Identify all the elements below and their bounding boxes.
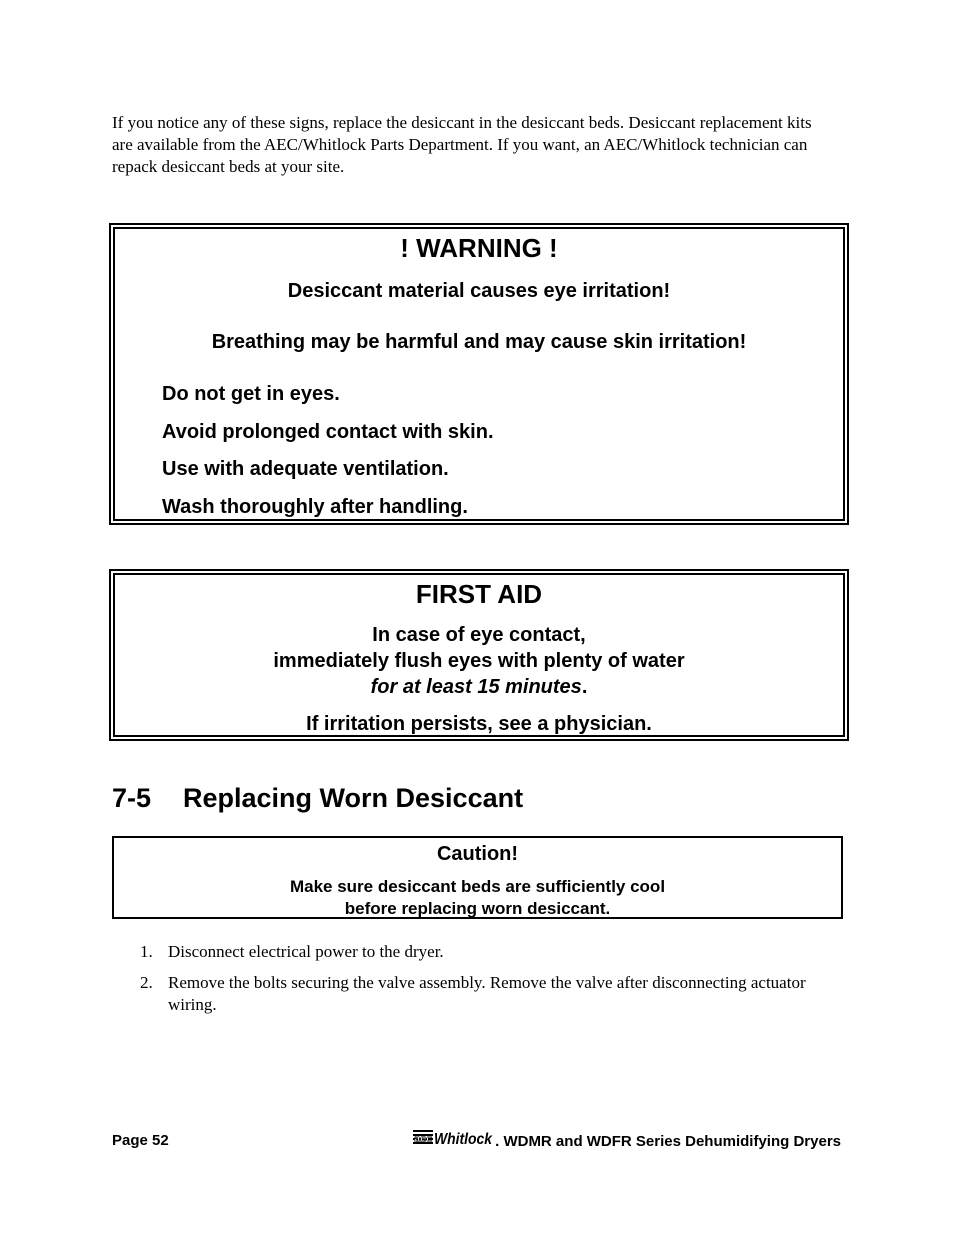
step-text: Remove the bolts securing the valve assembly. Remove the valve after disconnecting actuator wiring.: [168, 973, 806, 1014]
step-number: 1.: [140, 942, 153, 961]
first-aid-duration: [115, 676, 843, 699]
warning-item: Do not get in eyes.: [162, 383, 340, 405]
first-aid-line: immediately flush eyes with plenty of water: [273, 650, 685, 672]
warning-line-eye-irritation: Desiccant material causes eye irritation!: [287, 280, 671, 302]
first-aid-line: In case of eye contact,: [372, 624, 586, 646]
aec-whitlock-logo-icon: [413, 1129, 493, 1147]
list-item: [140, 972, 840, 1016]
caution-line: before replacing worn desiccant.: [344, 899, 611, 918]
list-item: [140, 941, 840, 963]
caution-box: [112, 836, 843, 919]
first-aid-box: [109, 569, 849, 741]
warning-item: Avoid prolonged contact with skin.: [162, 421, 494, 443]
first-aid-title: FIRST AID: [415, 579, 543, 609]
step-number: 2.: [140, 973, 153, 992]
section-title: Replacing Worn Desiccant: [183, 783, 524, 813]
caution-line: Make sure desiccant beds are sufficiently cool: [289, 877, 666, 896]
procedure-steps: [140, 941, 840, 1025]
warning-item: Use with adequate ventilation.: [162, 458, 449, 480]
warning-line-breathing: Breathing may be harmful and may cause skin irritation!: [211, 331, 747, 353]
footer-product: [413, 1128, 841, 1150]
svg-text:aec: aec: [414, 1133, 433, 1145]
first-aid-line: If irritation persists, see a physician.: [306, 713, 652, 735]
logo-suffix: .: [495, 1133, 500, 1150]
section-number: 7-5: [112, 783, 152, 813]
warning-box: [109, 223, 849, 525]
first-aid-duration-end: .: [581, 676, 588, 698]
warning-item: Wash thoroughly after handling.: [162, 496, 468, 518]
svg-text:Whitlock: Whitlock: [434, 1131, 494, 1147]
caution-text: [114, 876, 841, 920]
warning-title: ! WARNING !: [400, 233, 558, 263]
caution-title: Caution!: [436, 843, 519, 865]
aec-whitlock-logo: [413, 1129, 493, 1151]
step-text: Disconnect electrical power to the dryer.: [168, 942, 444, 961]
intro-paragraph: If you notice any of these signs, replace the desiccant in the desiccant beds. Desiccant replacement kits are available from the AEC/Whitlock Parts Department. If you want, an AEC/Whitlock technician can repack desiccant beds at your site.: [112, 113, 812, 176]
footer-product-name: WDMR and WDFR Series Dehumidifying Dryers: [499, 1133, 841, 1150]
section-heading: [112, 783, 523, 814]
first-aid-duration-italic: for at least 15 minutes: [370, 676, 582, 698]
footer-page-number: Page 52: [112, 1132, 169, 1149]
